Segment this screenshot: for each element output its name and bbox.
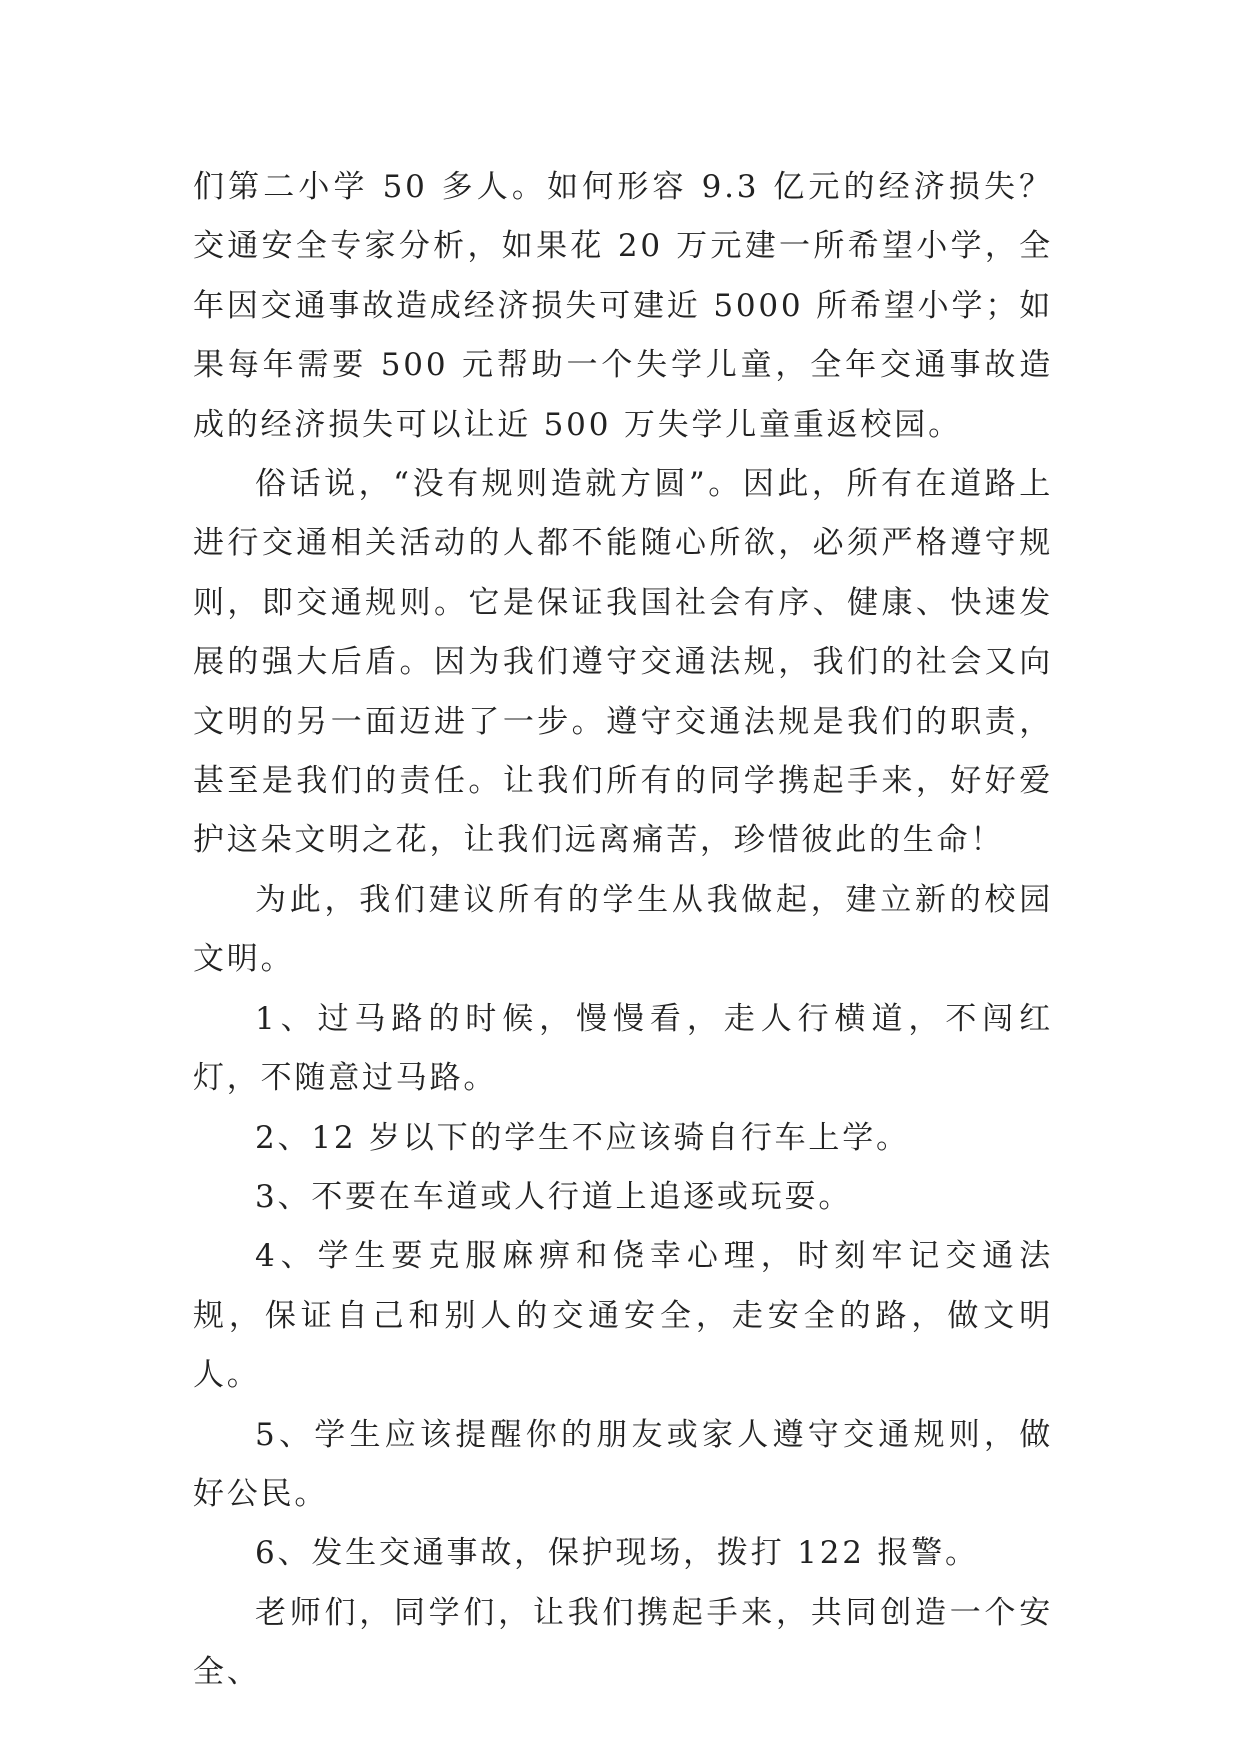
paragraph-proposal-intro: 为此，我们建议所有的学生从我做起，建立新的校园文明。 <box>193 881 1053 978</box>
list-item-rule-6: 6、发生交通事故，保护现场，拨打 122 报警。 <box>255 1535 979 1572</box>
list-item-rule-4: 4、学生要克服麻痹和侥幸心理，时刻牢记交通法规，保证自己和别人的交通安全，走安全的路，做文明人。 <box>193 1238 1053 1394</box>
paragraph-rules-proverb: 俗话说，“没有规则造就方圆”。因此，所有在道路上进行交通相关活动的人都不能随心所欲，必须严格遵守规则，即交通规则。它是保证我国社会有序、健康、快速发展的强大后盾。因为我们遵守交通法规，我们的社会又向文明的另一面迈进了一步。遵守交通法规是我们的职责，甚至是我们的责任。让我们所有的同学携起手来，好好爱护这朵文明之花，让我们远离痛苦，珍惜彼此的生命！ <box>193 466 1053 859</box>
document-body <box>193 158 1053 1703</box>
list-item-rule-3: 3、不要在车道或人行道上追逐或玩耍。 <box>255 1178 853 1215</box>
list-item-rule-5: 5、学生应该提醒你的朋友或家人遵守交通规则，做好公民。 <box>193 1416 1053 1512</box>
list-item-rule-2: 2、12 岁以下的学生不应该骑自行车上学。 <box>255 1119 910 1156</box>
list-item-rule-1: 1、过马路的时候，慢慢看，走人行横道，不闯红灯，不随意过马路。 <box>193 1000 1053 1097</box>
paragraph-closing-call: 老师们，同学们，让我们携起手来，共同创造一个安全、 <box>193 1594 1053 1691</box>
paragraph-economic-loss: 们第二小学 50 多人。如何形容 9.3 亿元的经济损失？交通安全专家分析，如果花 20 万元建一所希望小学，全年因交通事故造成经济损失可建近 5000 所希望小学；如果每年需要 500 元帮助一个失学儿童，全年交通事故造成的经济损失可以让近 500 万失学儿童重返校园。 <box>193 169 1053 443</box>
